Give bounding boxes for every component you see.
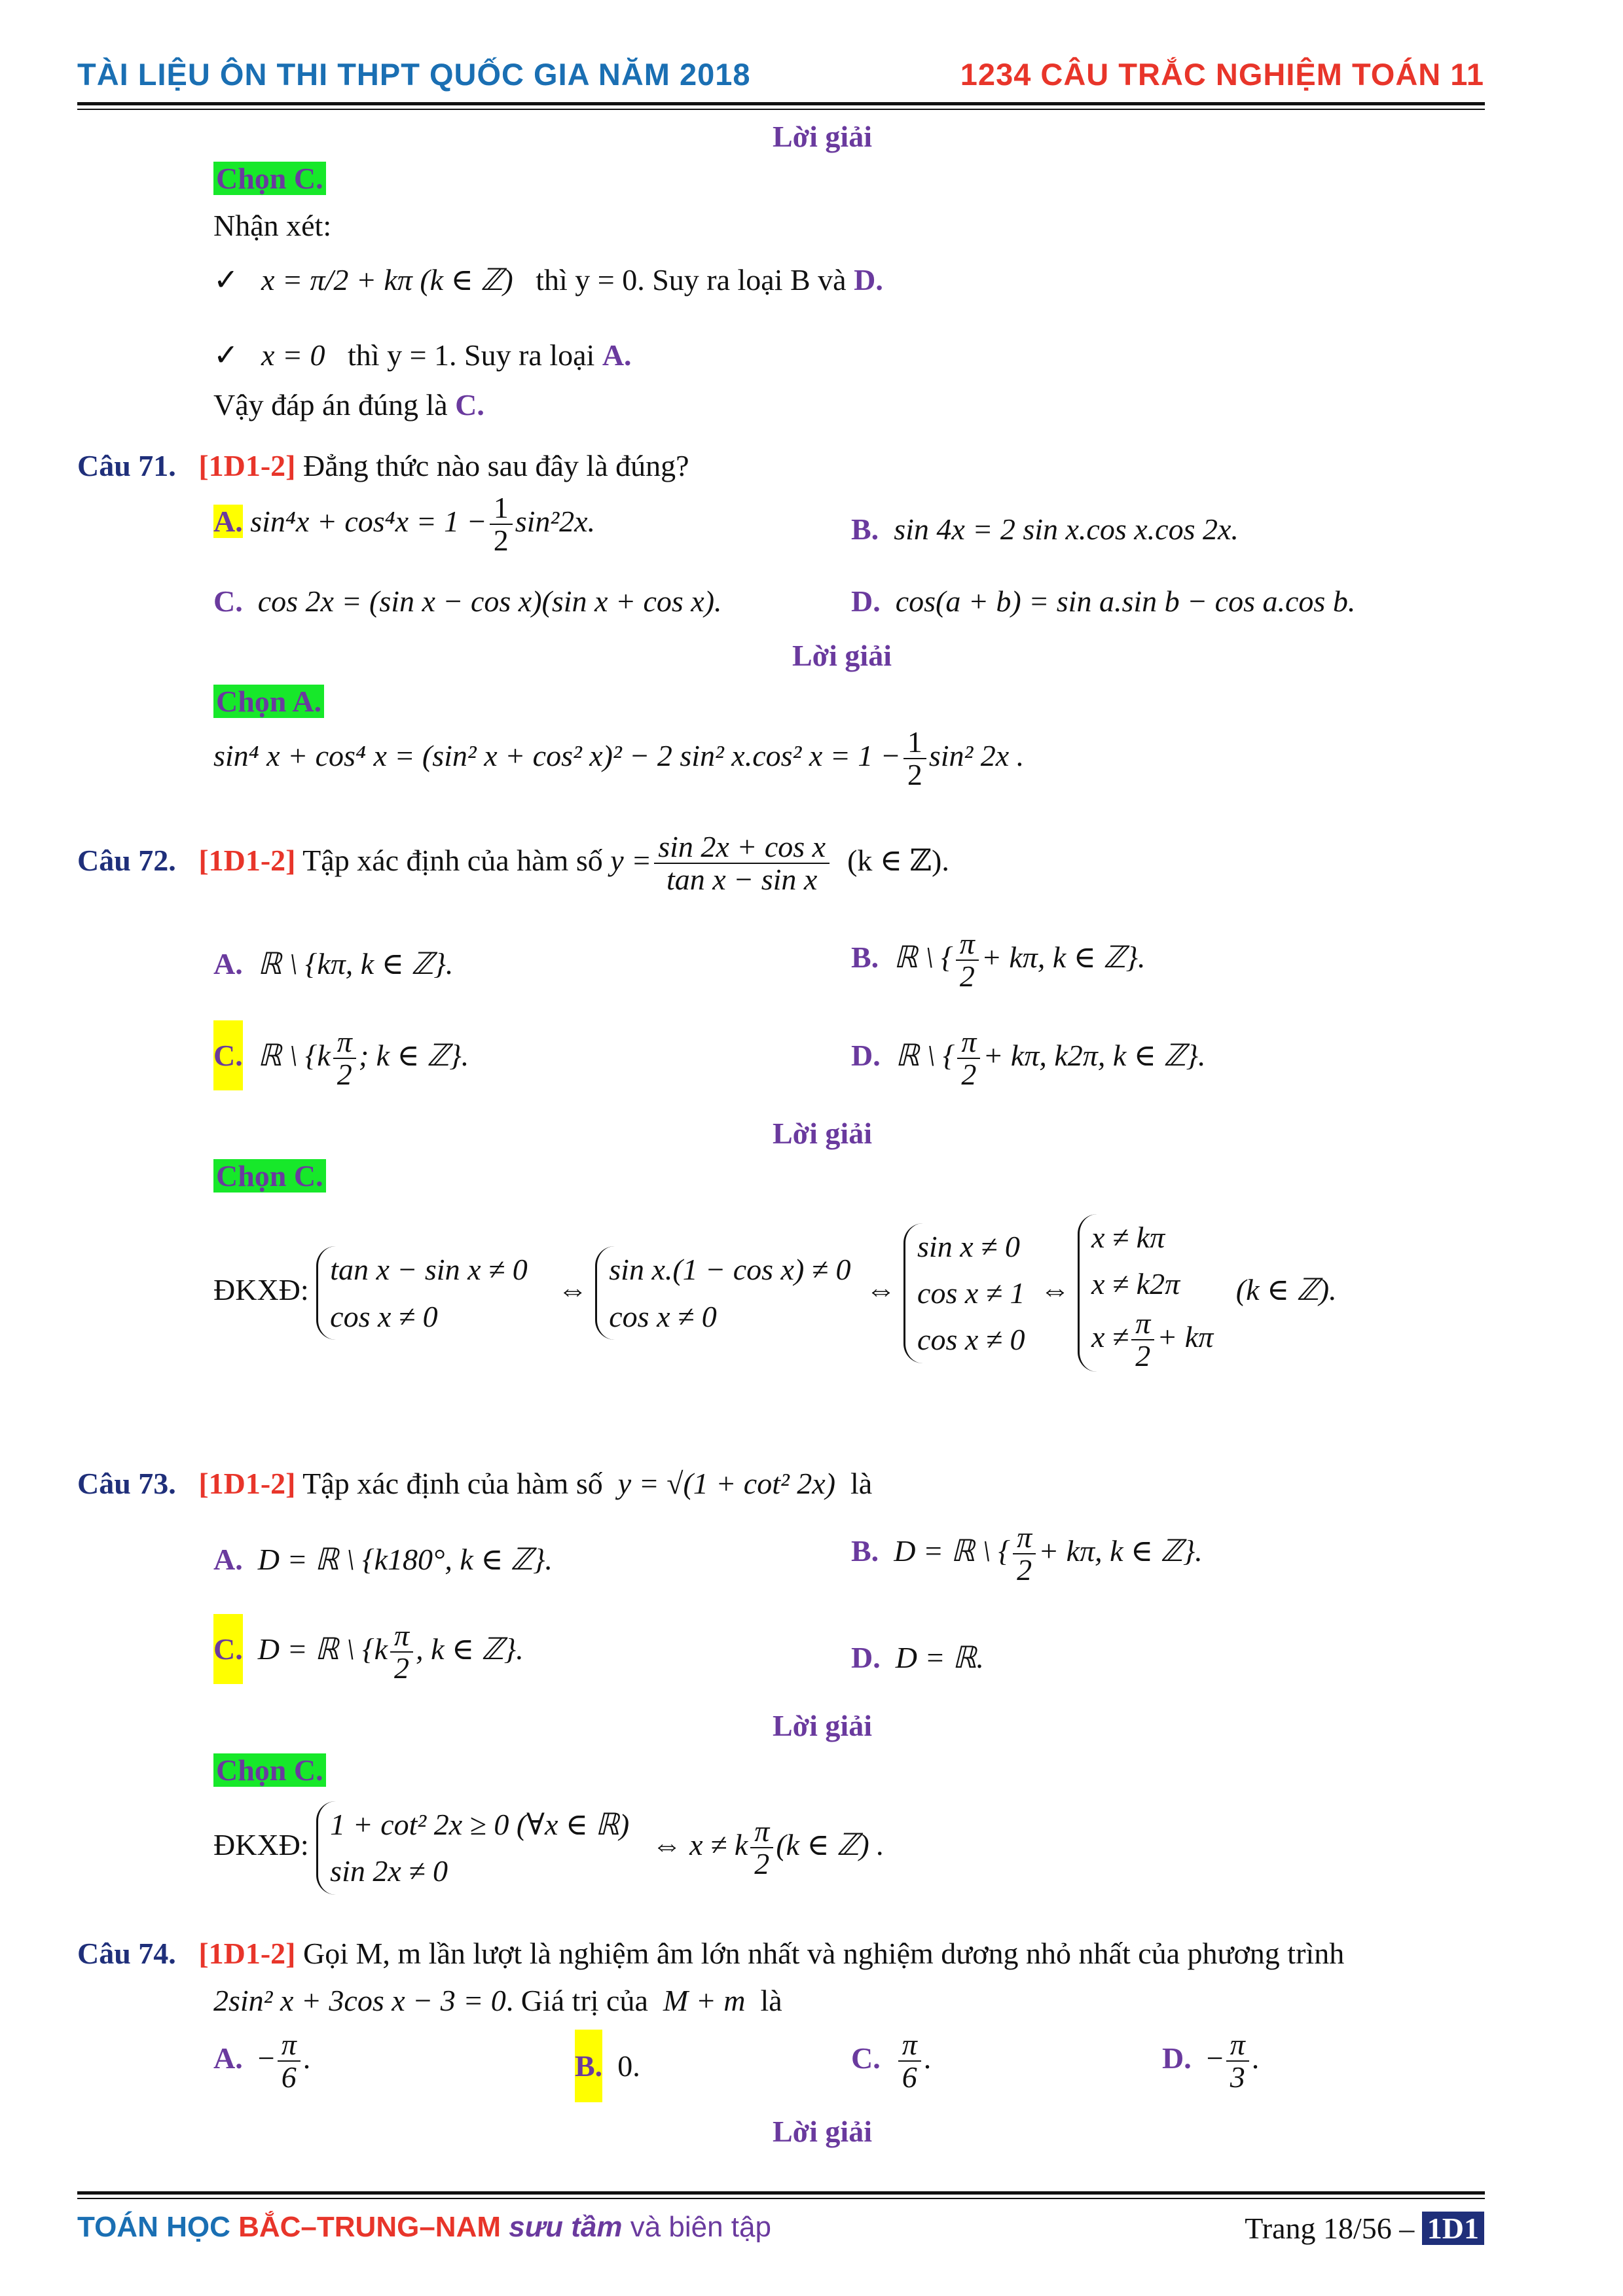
prev-remark: Nhận xét:	[213, 209, 332, 242]
q73-choice: Chọn C.	[213, 1753, 326, 1787]
q71-option-c[interactable]: C. cos 2x = (sin x − cos x)(sin x + cos x).	[213, 584, 722, 618]
q73-option-d[interactable]: D. D = ℝ.	[851, 1641, 984, 1674]
footer-rule-thin	[77, 2198, 1485, 2199]
q71-solution-heading: Lời giải	[792, 639, 892, 672]
q72-system-4: x ≠ kπ x ≠ k2π x ≠ $\frac{\pi}{2}$ + kπ	[1078, 1214, 1213, 1372]
solution-heading: Lời giải	[773, 120, 872, 153]
prev-conclusion: Vậy đáp án đúng là C.	[213, 388, 484, 422]
q74-equation-line: 2sin² x + 3cos x − 3 = 0. Giá trị của M + m là	[213, 1984, 782, 2017]
q72-system-1: tan x − sin x ≠ 0 cos x ≠ 0	[316, 1246, 528, 1340]
q72-option-c[interactable]: C. ℝ \ {k $\frac{\pi}{2}$ ; k ∈ ℤ}.	[213, 1026, 469, 1091]
chapter-badge: 1D1	[1422, 2212, 1484, 2245]
check-icon: ✓	[213, 262, 239, 297]
q72-choice: Chọn C.	[213, 1158, 326, 1193]
q74-solution-heading: Lời giải	[773, 2115, 872, 2148]
prev-choice: Chọn C.	[213, 161, 326, 196]
prev-line-2: ✓ x = 0 thì y = 1. Suy ra loại A.	[213, 337, 632, 372]
header-title-left: TÀI LIỆU ÔN THI THPT QUỐC GIA NĂM 2018	[77, 57, 751, 92]
prev-line-1: ✓ x = π/2 + kπ (k ∈ ℤ) thì y = 0. Suy ra loại B và D.	[213, 262, 883, 297]
q73-stem: Câu 73. [1D1-2] Tập xác định của hàm số y = √(1 + cot² 2x) là	[77, 1467, 873, 1500]
q71-option-a[interactable]: A. sin⁴x + cos⁴x = 1 − $\frac{1}{2}$ sin²2x.	[213, 491, 596, 558]
q72-option-d[interactable]: D. ℝ \ { $\frac{\pi}{2}$ + kπ, k2π, k ∈ ℤ}.	[851, 1025, 1206, 1092]
q73-option-a[interactable]: A. D = ℝ \ {k180°, k ∈ ℤ}.	[213, 1543, 553, 1576]
q73-option-b[interactable]: B. D = ℝ \ { $\frac{\pi}{2}$ + kπ, k ∈ ℤ}.	[851, 1520, 1203, 1587]
q71-choice: Chọn A.	[213, 684, 324, 719]
q73-solution-heading: Lời giải	[773, 1709, 872, 1742]
q74-option-c[interactable]: C. $\frac{\pi}{6}$ .	[851, 2028, 932, 2094]
q72-solution-heading: Lời giải	[773, 1117, 872, 1150]
q71-stem: Câu 71. [1D1-2] Đẳng thức nào sau đây là đúng?	[77, 449, 689, 482]
q74-option-d[interactable]: D. − $\frac{\pi}{3}$ .	[1162, 2028, 1260, 2094]
header-title-right: 1234 CÂU TRẮC NGHIỆM TOÁN 11	[960, 57, 1484, 92]
q72-system-3: sin x ≠ 0 cos x ≠ 1 cos x ≠ 0	[903, 1223, 1025, 1363]
q73-system: 1 + cot² 2x ≥ 0 (∀x ∈ ℝ) sin 2x ≠ 0	[316, 1801, 629, 1895]
header-rule-thick	[77, 102, 1485, 105]
check-icon: ✓	[213, 337, 239, 372]
q72-option-b[interactable]: B. ℝ \ { $\frac{\pi}{2}$ + kπ, k ∈ ℤ}.	[851, 927, 1146, 994]
q72-system-2: sin x.(1 − cos x) ≠ 0 cos x ≠ 0	[595, 1246, 850, 1340]
footer-credit: TOÁN HỌC BẮC–TRUNG–NAM sưu tầm và biên tập	[77, 2211, 771, 2243]
q71-option-d[interactable]: D. cos(a + b) = sin a.sin b − cos a.cos b.	[851, 584, 1356, 618]
q72-stem: Câu 72. [1D1-2] Tập xác định của hàm số y = $\frac{\text{sin 2x + cos x}}{\text{tan x − sin x}}$ (k ∈ ℤ).	[77, 830, 949, 897]
q72-domain-derivation: ĐKXĐ: tan x − sin x ≠ 0 cos x ≠ 0 ⇔ sin x.(1 − cos x) ≠ 0 cos x ≠ 0 ⇔ sin x ≠ 0 cos x ≠ 1 cos x ≠ 0 ⇔ x ≠ kπ x ≠ k2π x ≠ $\frac{\pi}{2}$ + kπ (k ∈ ℤ).	[213, 1214, 1337, 1372]
q73-domain-derivation: ĐKXĐ: 1 + cot² 2x ≥ 0 (∀x ∈ ℝ) sin 2x ≠ 0 ⇔ x ≠ k $\frac{\pi}{2}$ (k ∈ ℤ) .	[213, 1801, 884, 1895]
q74-option-a[interactable]: A. − $\frac{\pi}{6}$ .	[213, 2028, 311, 2094]
q71-option-b[interactable]: B. sin 4x = 2 sin x.cos x.cos 2x.	[851, 512, 1239, 546]
q74-option-b[interactable]: B. 0.	[575, 2049, 640, 2083]
q73-option-c[interactable]: C. D = ℝ \ {k $\frac{\pi}{2}$ , k ∈ ℤ}.	[213, 1620, 524, 1685]
q72-option-a[interactable]: A. ℝ \ {kπ, k ∈ ℤ}.	[213, 947, 454, 980]
footer-page: Trang 18/56 – 1D1	[1245, 2211, 1484, 2246]
footer-rule-thick	[77, 2191, 1485, 2195]
q71-solution: sin⁴ x + cos⁴ x = (sin² x + cos² x)² − 2 sin² x.cos² x = 1 − $\frac{1}{2}$ sin² 2x .	[213, 725, 1025, 792]
header-rule-thin	[77, 109, 1485, 110]
q74-stem: Câu 74. [1D1-2] Gọi M, m lần lượt là nghiệm âm lớn nhất và nghiệm dương nhỏ nhất của phương trình	[77, 1937, 1345, 1970]
